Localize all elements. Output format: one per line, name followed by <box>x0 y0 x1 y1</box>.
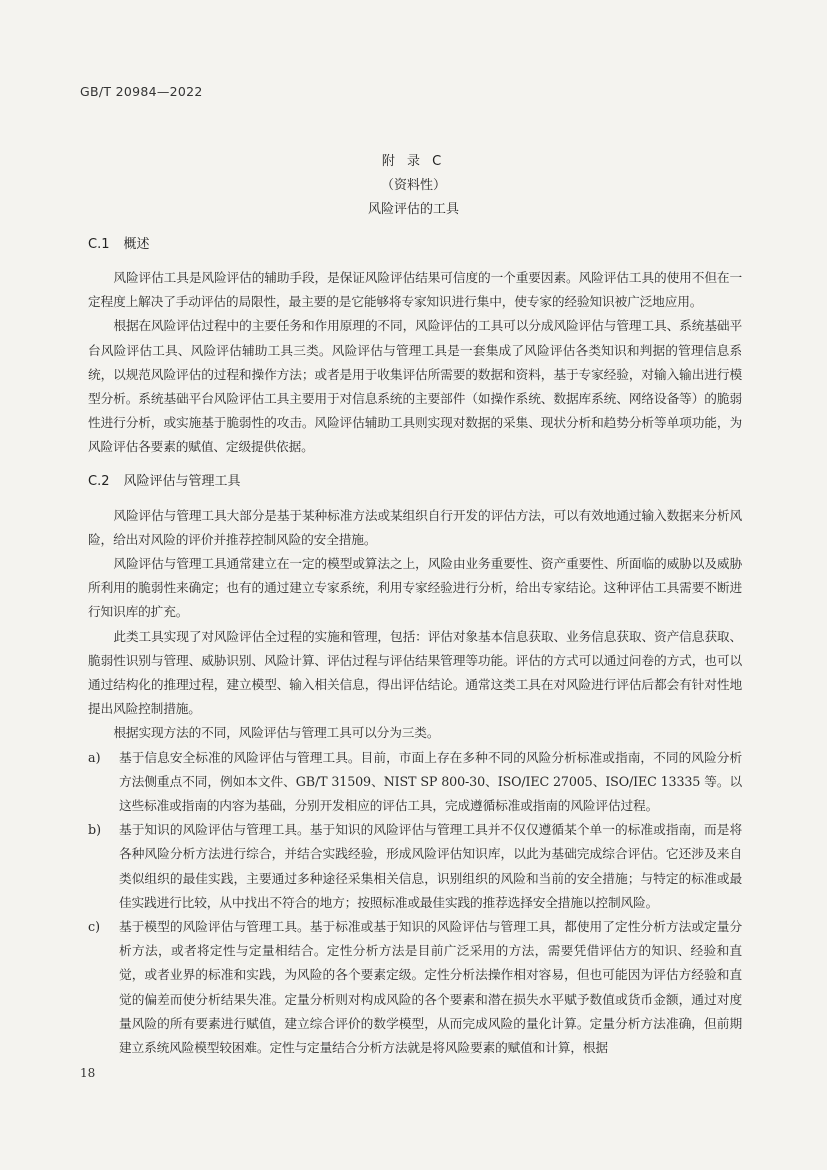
paragraph: 风险评估工具是风险评估的辅助手段，是保证风险评估结果可信度的一个重要因素。风险评估工具的使用不但在一定程度上解决了手动评估的局限性，最主要的是它能够将专家知识进行集中，使专家的经验知识被广泛地应用。 <box>88 270 742 310</box>
section-c1 <box>88 233 742 460</box>
list-item-text: 基于知识的风险评估与管理工具。基于知识的风险评估与管理工具并不仅仅遵循某个单一的标准或指南，而是将各种风险分析方法进行综合，并结合实践经验，形成风险评估知识库，以此为基础完成综合评估。它还涉及来自类似组织的最佳实践，主要通过多种途径采集相关信息，识别组织的风险和当前的安全措施；与特定的标准或最佳实践进行比较，从中找出不符合的地方；按照标准或最佳实践的推荐选择安全措施以控制风险。 <box>119 822 742 910</box>
paragraph: 根据在风险评估过程中的主要任务和作用原理的不同，风险评估的工具可以分成风险评估与管理工具、系统基础平台风险评估工具、风险评估辅助工具三类。风险评估与管理工具是一套集成了风险评估各类知识和判据的管理信息系统，以规范风险评估的过程和操作方法；或者是用于收集评估所需要的数据和资料，基于专家经验，对输入输出进行模型分析。系统基础平台风险评估工具主要用于对信息系统的主要部件（如操作系统、数据库系统、网络设备等）的脆弱性进行分析，或实施基于脆弱性的攻击。风险评估辅助工具则实现对数据的采集、现状分析和趋势分析等单项功能，为风险评估各要素的赋值、定级提供依据。 <box>88 318 742 455</box>
list-item-text: 基于模型的风险评估与管理工具。基于标准或基于知识的风险评估与管理工具，都使用了定性分析方法或定量分析方法，或者将定性与定量相结合。定性分析方法是目前广泛采用的方法，需要凭借评估方的知识、经验和直觉，或者业界的标准和实践，为风险的各个要素定级。定性分析法操作相对容易，但也可能因为评估方经验和直觉的偏差而使分析结果失准。定量分析则对构成风险的各个要素和潜在损失水平赋予数值或货币金额，通过对度量风险的所有要素进行赋值，建立综合评价的数学模型，从而完成风险的量化计算。定量分析方法准确，但前期建立系统风险模型较困难。定性与定量结合分析方法就是将风险要素的赋值和计算，根据 <box>119 919 742 1056</box>
list-item-label: c) <box>88 919 101 935</box>
section-title: 概述 <box>123 237 150 252</box>
paragraph: 风险评估与管理工具通常建立在一定的模型或算法之上，风险由业务重要性、资产重要性、所面临的威胁以及威胁所利用的脆弱性来确定；也有的通过建立专家系统，利用专家经验进行分析，给出专家结论。这种评估工具需要不断进行知识库的扩充。 <box>88 556 742 620</box>
paragraph: 风险评估与管理工具大部分是基于某种标准方法或某组织自行开发的评估方法，可以有效地通过输入数据来分析风险，给出对风险的评价并推荐控制风险的安全措施。 <box>88 507 742 547</box>
list-item-label: a) <box>88 749 101 765</box>
standard-code: GB/T 20984—2022 <box>80 84 203 99</box>
section-heading <box>88 233 742 257</box>
paragraph: 此类工具实现了对风险评估全过程的实施和管理，包括：评估对象基本信息获取、业务信息获取、资产信息获取、脆弱性识别与管理、威胁识别、风险计算、评估过程与评估结果管理等功能。评估的方式可以通过问卷的方式，也可以通过结构化的推理过程，建立模型、输入相关信息，得出评估结论。通常这类工具在对风险进行评估后都会有针对性地提出风险控制措施。 <box>88 628 742 717</box>
annex-heading <box>0 150 827 222</box>
section-heading <box>88 470 742 494</box>
paragraph: 根据实现方法的不同，风险评估与管理工具可以分为三类。 <box>113 725 440 741</box>
list-item-label: b) <box>88 822 102 838</box>
annex-nature: （资料性） <box>380 178 446 193</box>
section-number: C.1 <box>88 237 110 252</box>
section-c2 <box>88 470 742 1061</box>
annex-label: 附 录 C <box>381 154 446 169</box>
document-body <box>88 233 742 1060</box>
section-number: C.2 <box>88 473 110 489</box>
list-item <box>88 818 742 915</box>
annex-title: 风险评估的工具 <box>367 202 459 217</box>
list-item <box>88 746 742 819</box>
list-item <box>88 915 742 1060</box>
list-item-text: 基于信息安全标准的风险评估与管理工具。目前，市面上存在多种不同的风险分析标准或指南，不同的风险分析方法侧重点不同，例如本文件、GB/T 31509、NIST SP 800-30、ISO/IEC 27005、ISO/IEC 13335 等。以这些标准或指南的内容为基础，分别开发相应的评估工具，完成遵循标准或指南的风险评估过程。 <box>119 749 742 814</box>
page-number: 18 <box>80 1066 96 1080</box>
section-title: 风险评估与管理工具 <box>123 473 241 489</box>
